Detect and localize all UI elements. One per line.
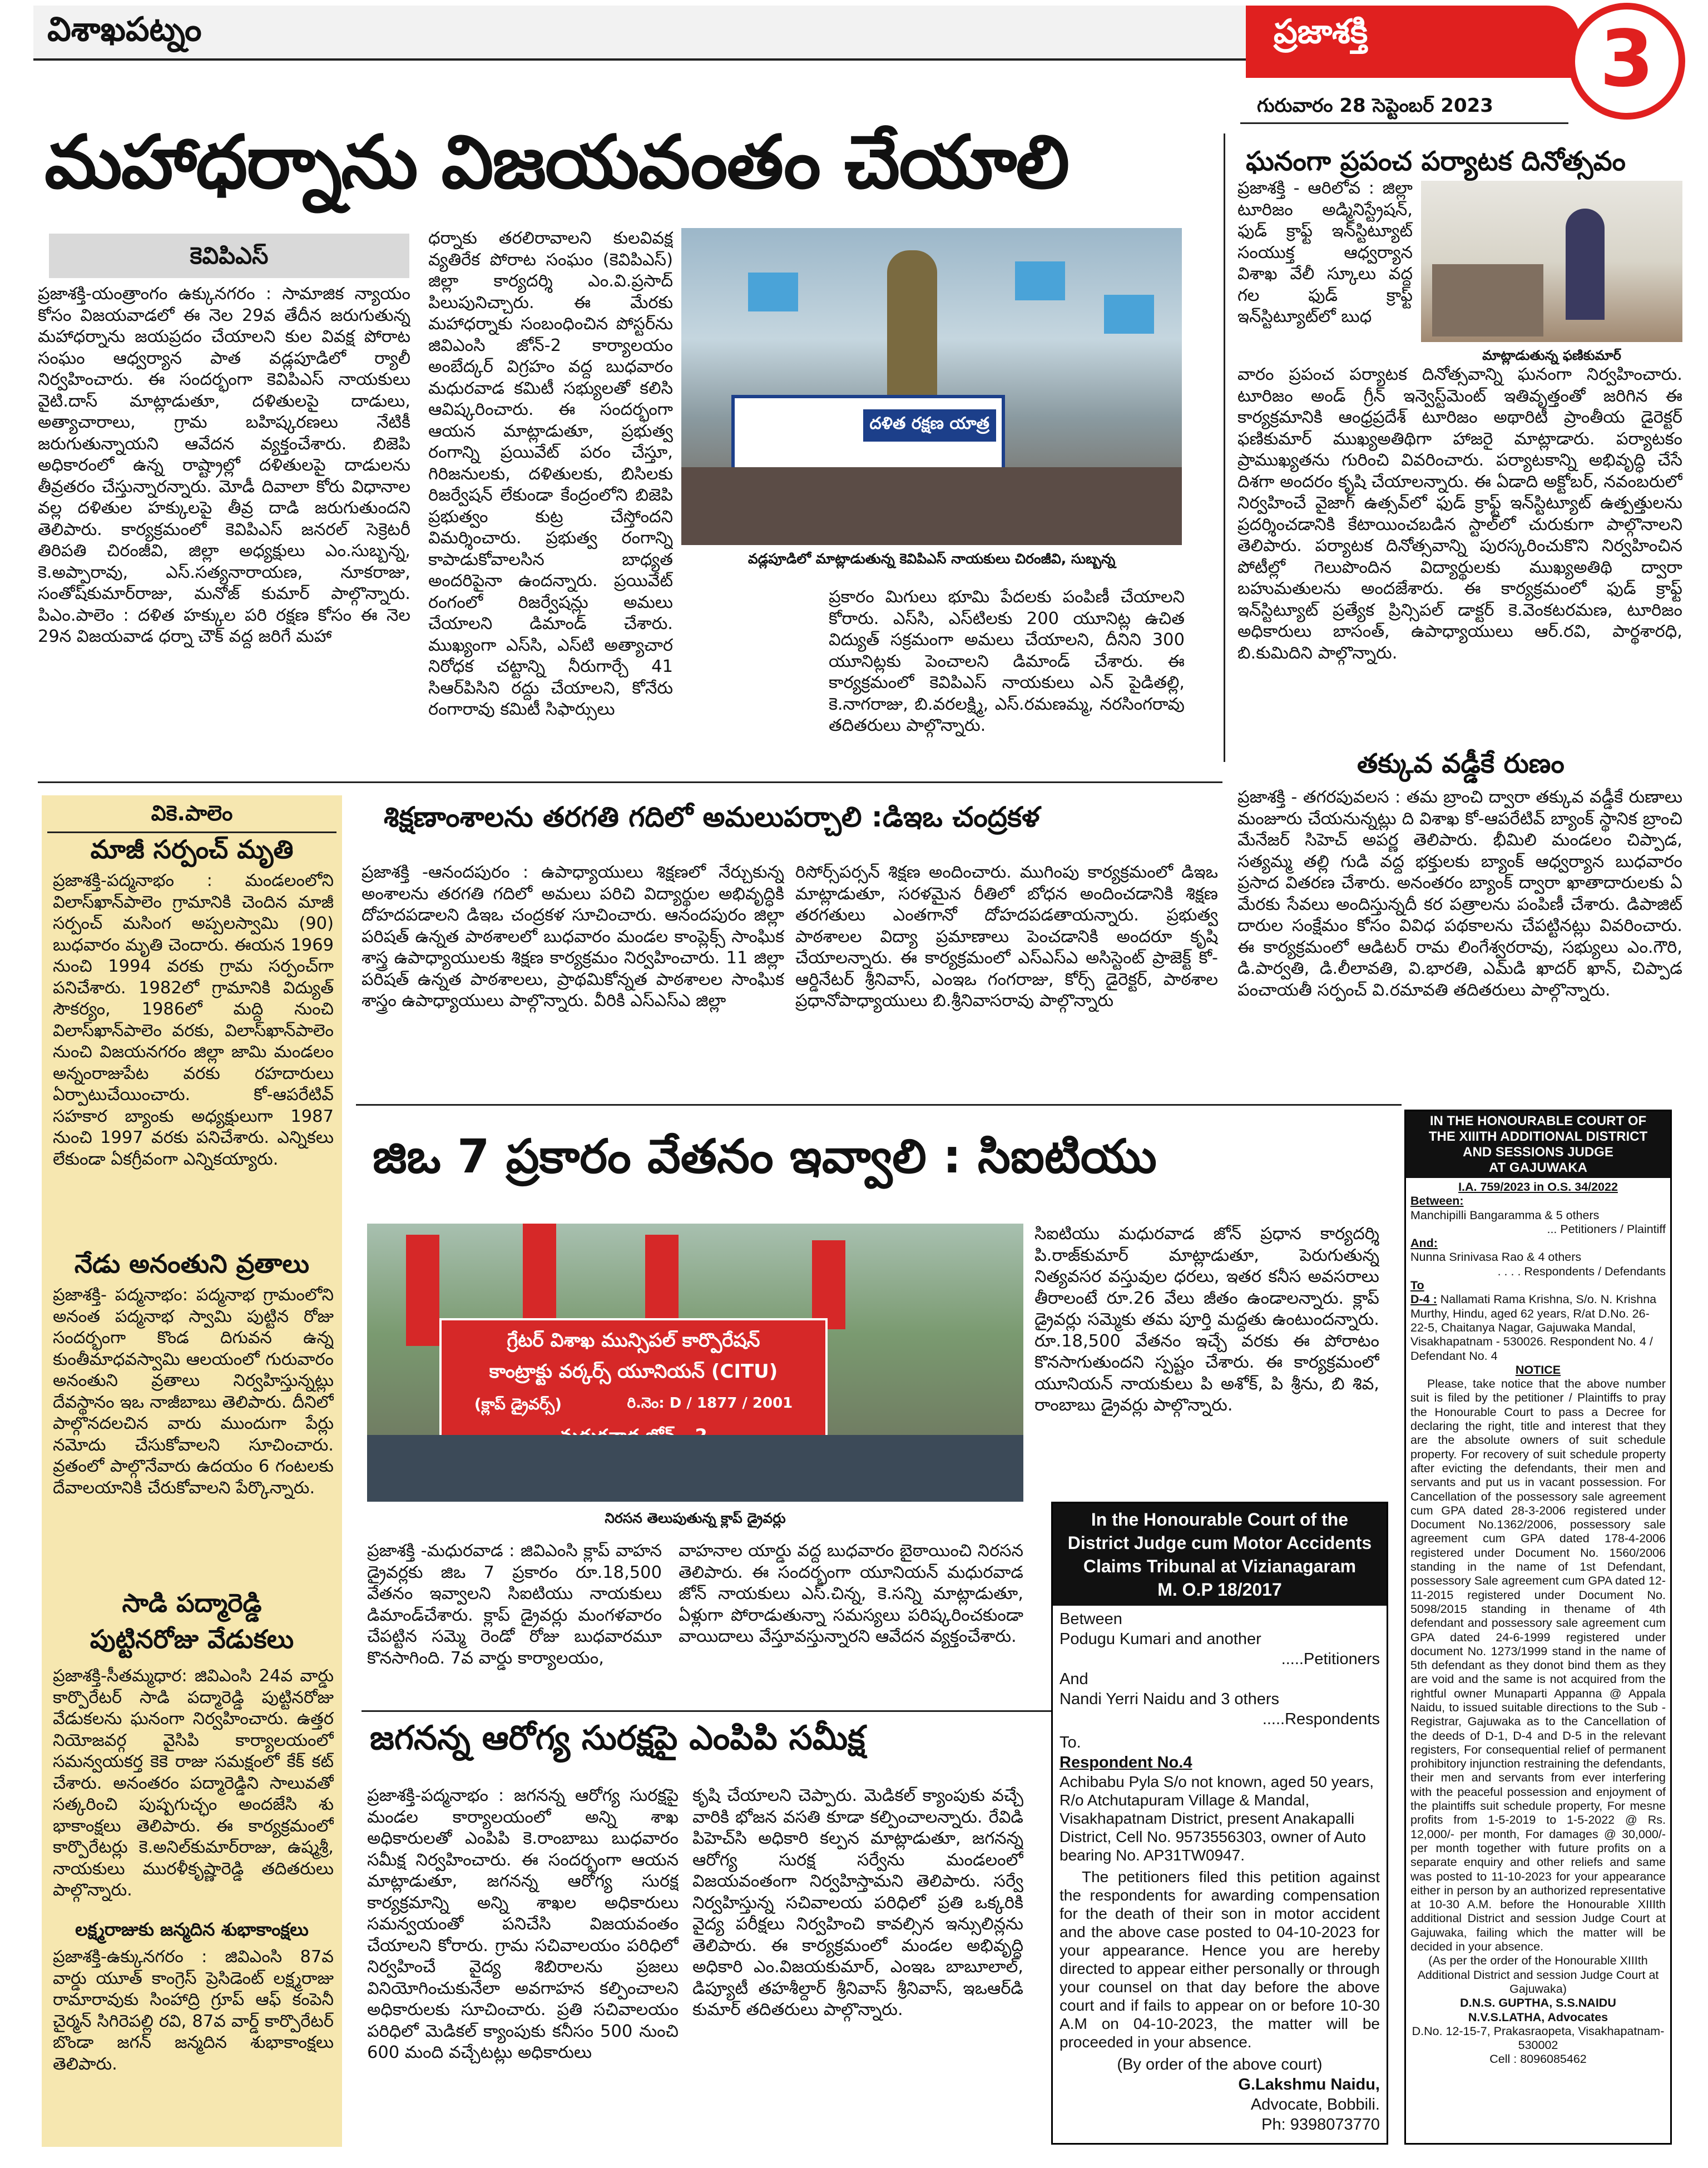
flag-shape xyxy=(406,1235,439,1346)
education-col1: ప్రజాశక్తి -ఆనందపురం : ఉపాధ్యాయులు శిక్షణలో నేర్చుకున్న అంశాలను తరగతి గదిలో అమలు పరిచి విద్యార్థుల అభివృద్ధికి దోహదపడాలని డిఇఒ చంద్రకళ సూచించారు. ఆనందపురం జిల్లా పరిషత్ ఉన్నత పాఠశాలలో బుధవారం మండల కాంప్లెక్స్ సాంఘిక శాస్త్ర ఉపాధ్యాయులకు శిక్షణ కార్యక్రమం నిర్వహించారు. 11 జిల్లా పరిషత్ ఉన్నత పాఠశాలలు, ప్రాథమికోన్నత పాఠశాలల సాంఘిక శాస్త్రం ఉపాధ్యాయులు పాల్గొన్నారు. వీరికి ఎస్‌ఎస్‌ఎ జిల్లా xyxy=(362,863,784,1011)
tourism-photo xyxy=(1421,181,1682,342)
citu-col-right: సిఐటియు మధురవాడ జోన్ ప్రధాన కార్యదర్శి పి.రాజ్‌కుమార్ మాట్లాడుతూ, పెరుగుతున్న నిత్యవసర వస్తువుల ధరలు, ఇతర కనీస అవసరాలు తీరాలంటే రూ.26 వేలు జీతం ఉండాలన్నారు. క్లాప్ డ్రైవర్లు సమ్మెకు తమ పూర్తి మద్దతు ఉంటుందన్నారు. రూ.18,500 వేతనం ఇచ్చే వరకు ఈ పోరాటం కొనసాగుతుందని స్పష్టం చేశారు. ఈ కార్యక్రమంలో యూనియన్ నాయకులు పి అశోక్, పి శ్రీను, బి శివ, రాంబాబు డ్రైవర్లు పాల్గొన్నారు. xyxy=(1034,1224,1379,1415)
sidebar-headline-2: నేడు అనంతుని వ్రతాలు xyxy=(74,1249,310,1279)
notice-and: And: xyxy=(1410,1236,1438,1250)
banner-text: దళిత రక్షణ యాత్ర xyxy=(863,409,996,442)
notice-text: The petitioners filed this petition against the respondents for awarding compensation for the death of their son in motor accident and the above case posted to 04-10-2023 for your appearance. Hence you are hereby directed to appear either personally or through your counsel on that day before the above court and if fails to appear on or before 10-30 A.M on 04-10-2023, the matter will be proceeded in your absence. xyxy=(1060,1868,1380,2051)
page-number: 3 xyxy=(1600,14,1654,105)
sidebar-body-3: ప్రజాశక్తి-సీతమ్మధార: జివిఎంసి 24వ వార్డు కార్పొరేటర్ సాడి పద్మారెడ్డి పుట్టినరోజు వేడుకలను ఘనంగా నిర్వహించారు. ఉత్తర నియోజవర్గ వైసిపి కార్యాలయంలో సమన్వయకర్త కెకె రాజు సమక్షంలో కేక్ కట్ చేశారు. అనంతరం పద్మారెడ్డిని సాలువతో సత్కరించి పుష్పగుచ్ఛం అందజేసి శు భాకాంక్షలు తెలిపారు. ఈ కార్యక్రమంలో కార్పొరేటర్లు కె.అనిల్‌కుమార్‌రాజు, ఉష్మశ్రీ, నాయకులు మురళీకృష్ణారెడ్డి తదితరులు పాల్గొన్నారు. xyxy=(53,1666,334,1900)
main-photo-caption: వడ్లపూడిలో మాట్లాడుతున్న కెవిపిఎస్ నాయకులు చిరంజీవి, సుబ్బన్న xyxy=(747,551,1116,567)
notice-party-1-role: .....Petitioners xyxy=(1281,1650,1380,1668)
right-column-rule xyxy=(1224,133,1225,762)
notice-defendant xyxy=(1410,1293,1666,1363)
education-rule xyxy=(356,1104,1402,1106)
citu-photo-caption: నిరసన తెలుపుతున్న క్లాప్ డ్రైవర్లు xyxy=(605,1510,786,1526)
citu-col1: ప్రజాశక్తి -మధురవాడ : జివిఎంసి క్లాప్ వాహన డ్రైవర్లకు జిఒ 7 ప్రకారం రూ.18,500 వేతనం ఇవ్వాలని సిఐటియు నాయకులు డిమాండ్‌చేశారు. క్లాప్ డ్రైవర్లు మంగళవారం చేపట్టిన సమ్మె రెండో రోజు బుధవారమూ కొనసాగింది. 7వ వార్డు కార్యాలయం, xyxy=(367,1541,662,1668)
main-story-photo xyxy=(681,228,1182,545)
flag-shape xyxy=(748,273,798,311)
banner-row xyxy=(442,1395,825,1417)
notice-respondent-head: Respondent No.4 xyxy=(1060,1754,1192,1771)
notice-party-1: Manchipilli Bangaramma & 5 others xyxy=(1410,1208,1600,1222)
notice-to: To xyxy=(1410,1279,1424,1293)
notice-between: Between: xyxy=(1410,1194,1464,1208)
notice-advocate: G.Lakshmu Naidu, xyxy=(1238,2076,1380,2093)
notice-party-2-role: .....Respondents xyxy=(1262,1710,1380,1728)
tourism-body: వారం ప్రపంచ పర్యాటక దినోత్సవాన్ని ఘనంగా నిర్వహించారు. టూరిజం అండ్ గ్రీన్ ఇన్వెస్ట్‌మెంట్ ఇతివృత్తంతో జరిగిన ఈ కార్యక్రమానికి ఆంధ్రప్రదేశ్ టూరిజం అథారిటీ ప్రాంతీయ డైరెక్టర్ ఫణికుమార్ ముఖ్యఅతిథిగా హాజరై మాట్లాడారు. పర్యాటకం ప్రాముఖ్యతను గురించి వివరించారు. పర్యాటకాన్ని అభివృద్ధి చేసే దిశగా అందరం కృషి చేయాలన్నారు. ఈ ఏడాది అక్టోబర్, నవంబరులో నిర్వహించే వైజాగ్ ఉత్సవ్‌లో ఫుడ్ క్రాఫ్ట్ ఇన్‌స్టిట్యూట్ ఉత్పత్తులను ప్రదర్శించడానికి కేటాయించబడిన స్టాల్‌లో చురుకుగా పాల్గొనాలని తెలిపారు. పర్యాటక దినోత్సవాన్ని పురస్కరించుకొని నిర్వహించిన పోటీల్లో గెలుపొందిన విద్యార్థులకు ముఖ్యఅతిథి ద్వారా బహుమతులను అందజేశారు. ఈ కార్యక్రమంలో ఫుడ్ క్రాఫ్ట్ ఇన్‌స్టిట్యూట్ ప్రత్యేక ప్రిన్సిపల్ డాక్టర్ కె.వెంకటరమణ, టూరిజం అధికారులు బాసంత్, ఉపాధ్యాయులు ఆర్.రవి, పార్థశారధి, బి.కుమిదిని పాల్గొన్నారు. xyxy=(1237,365,1682,663)
sidebar-body-1: ప్రజాశక్తి-పద్మనాభం : మండలంలోని విలాస్‌ఖాన్‌పాలెం గ్రామానికి చెందిన మాజీ సర్పంచ్ మసింగ అప్పలస్వామి (90) బుధవారం మృతి చెందారు. ఈయన 1969 నుంచి 1994 వరకు గ్రామ సర్పంచ్‌గా పనిచేశారు. 1982లో గ్రామానికి విద్యుత్ సౌకర్యం, 1986లో మద్ది నుంచి విలాస్‌ఖాన్‌పాలెం వరకు, విలాస్‌ఖాన్‌పాలెం నుంచి విజయనగరం జిల్లా జామి మండలం అన్నంరాజుపేట వరకు రహదారులు ఏర్పాటుచేయించారు. కో-ఆపరేటివ్ సహకార బ్యాంకు అధ్యక్షులుగా 1987 నుంచి 1997 వరకు పనిచేశారు. ఎన్నికలు లేకుండా ఏకగ్రీవంగా ఎన్నికయ్యారు. xyxy=(53,871,334,1169)
notice-case-number: M. O.P 18/2017 xyxy=(1157,1580,1282,1600)
flag-shape xyxy=(812,1240,845,1329)
flag-shape xyxy=(523,1224,556,1324)
notice-head-line: AND SESSIONS JUDGE xyxy=(1463,1145,1613,1160)
notice-and: And xyxy=(1060,1670,1088,1688)
notice-head-line: District Judge cum Motor Accidents xyxy=(1067,1533,1372,1553)
paper-name: ప్రజాశక్తి xyxy=(1274,12,1368,51)
citu-col2: వాహనాల యార్డు వద్ద బుధవారం బైఠాయించి నిరసన తెలిపారు. ఈ సందర్భంగా యూనియన్ మధురవాడ జోన్ నాయకులు ఎస్.చిన్న, కె.సన్ని మాట్లాడుతూ, ఏళ్లుగా పోరాడుతున్నా సమస్యలు పరిష్కరించకుండా వాయిదాలు వేస్తూవస్తున్నారని ఆవేదన వ్యక్తంచేశారు. xyxy=(679,1541,1023,1646)
speaker-shape xyxy=(1566,209,1605,320)
education-headline: శిక్షణాంశాలను తరగతి గదిలో అమలుపర్చాలి :డిఇఒ చంద్రకళ xyxy=(384,801,1040,833)
sidebar-headline-3b: పుట్టినరోజు వేడుకలు xyxy=(90,1624,294,1654)
flag-shape xyxy=(645,1235,679,1329)
sidebar-body-4: ప్రజాశక్తి-ఉక్కునగరం : జివిఎంసి 87వ వార్డు యూత్ కాంగ్రెస్ ప్రెసిడెంట్ లక్ష్మరాజు రామారావుకు సింహాద్రి గ్రూప్ ఆఫ్ కంపెనీ చైర్మన్ సిగిరెపల్లి రవి, 87వ వార్డ్ కార్పొరేటర్ బొండా జగన్ జన్మదిన శుభాకాంక్షలు తెలిపారు. xyxy=(53,1947,334,2074)
notice-to: To. xyxy=(1060,1734,1081,1751)
notice-defendant-text: Nallamati Rama Krishna, S/o. N. Krishna Murthy, Hindu, aged 62 years, R/at D.No. 26-22-5, Chaitanya Nagar, Gajuwaka Mandal, Visakhapatnam - 530026. Respondent No. 4 / Defendant No. 4 xyxy=(1410,1293,1657,1363)
notice-phone: Ph: 9398073770 xyxy=(1261,2116,1380,2134)
loan-headline: తక్కువ వడ్డీకే రుణం xyxy=(1357,748,1565,779)
tourism-headline: ఘనంగా ప్రపంచ పర్యాటక దినోత్సవం xyxy=(1246,146,1626,177)
date-rule xyxy=(1240,122,1568,124)
notice-header xyxy=(1406,1111,1670,1178)
masthead-bar xyxy=(33,6,1246,61)
section-city: విశాఖపట్నం xyxy=(47,10,202,49)
notice-party-2-role: . . . . Respondents / Defendants xyxy=(1497,1264,1666,1278)
citu-headline: జిఒ 7 ప్రకారం వేతనం ఇవ్వాలి : సిఐటియు xyxy=(373,1129,1157,1184)
notice-defendant-head: D-4 : xyxy=(1410,1293,1437,1306)
notice-case-number: I.A. 759/2023 in O.S. 34/2022 xyxy=(1458,1180,1618,1194)
crowd-shape xyxy=(681,467,1182,545)
section-rule xyxy=(38,781,1222,783)
notice-advocates-2: N.V.S.LATHA, Advocates xyxy=(1468,2010,1608,2024)
notice-party-1: Podugu Kumari and another xyxy=(1060,1630,1261,1648)
citu-rule xyxy=(362,1710,1051,1712)
main-kicker: కెవిపిఎస్ xyxy=(49,234,409,278)
notice-head-line: IN THE HONOURABLE COURT OF xyxy=(1429,1113,1647,1128)
notice-order: (As per the order of the Honourable XIIIth Additional District and session Judge Court at Gajuwaka) xyxy=(1417,1954,1659,1996)
notice-head-line: AT GAJUWAKA xyxy=(1489,1160,1587,1175)
notice-party-1-role: ... Petitioners / Plaintiff xyxy=(1547,1222,1666,1236)
notice-title: NOTICE xyxy=(1515,1363,1561,1377)
page-number-badge xyxy=(1568,3,1685,120)
flag-shape xyxy=(1015,261,1065,300)
education-col2: రిసోర్స్‌పర్సన్ శిక్షణ అందించారు. ముగింపు కార్యక్రమంలో డిఇఒ మాట్లాడుతూ, సరళమైన రీతిలో బోధన అందించడానికి శిక్షణ తరగతులు ఎంతగానో దోహదపడతాయన్నారు. ప్రభుత్వ పాఠశాలల విద్యా ప్రమాణాలు పెంచడానికి అందరూ కృషి చేయాలన్నారు. ఈ కార్యక్రమంలో ఎస్‌ఎస్‌ఎ అసిస్టెంట్ ప్రాజెక్ట్ కో-ఆర్డినేటర్ శ్రీనివాస్, ఎంఇఒ గంగరాజు, కోర్స్ డైరెక్టర్, పాఠశాల ప్రధానోపాధ్యాయులు బి.శ్రీనివాసరావు పాల్గొన్నారు xyxy=(795,863,1218,1011)
notice-head-line: In the Honourable Court of the xyxy=(1091,1509,1349,1530)
notice-header xyxy=(1053,1503,1387,1606)
main-story-col1: ప్రజాశక్తి-యంత్రాంగం ఉక్కునగరం : సామాజిక న్యాయం కోసం విజయవాడలో ఈ నెల 29వ తేదీన జరుగుతున్న మహాధర్నాను జయప్రదం చేయాలని కుల వివక్ష పోరాట సంఘం ఆధ్వర్యాన పాత వడ్లపూడిలో ర్యాలీ నిర్వహించారు. ఈ సందర్భంగా కెవిపిఎస్ నాయకులు వైటి.దాస్ మాట్లాడుతూ, దళితులపై దాడులు, అత్యాచారాలు, గ్రామ బహిష్కరణలు నేటికీ జరుగుతున్నాయని ఆవేదన వ్యక్తంచేశారు. బిజెపి అధికారంలో ఉన్న రాష్ట్రాల్లో దళితులపై దాడులను తీవ్రతరం చేస్తున్నారన్నారు. మోడీ దివాలా కోరు విధానాల వల్ల దళితుల హక్కులపై తీవ్ర దాడి జరుగుతుందని తెలిపారు. కార్యక్రమంలో కెవిపిఎస్ జనరల్ సెక్రెటరీ తిరిపతి చిరంజీవి, జిల్లా అధ్యక్షులు ఎం.సుబ్బన్న, కె.అప్పారావు, ఎస్.సత్యనారాయణ, నూకరాజు, సంతోష్‌కుమార్‌రాజు, మనోజ్ కుమార్ పాల్గొన్నారు. పిఎం.పాలెం : దళిత హక్కుల పరి రక్షణ కోసం ఈ నెల 29న విజయవాడ ధర్నా చౌక్ వద్ద జరిగే మహా xyxy=(38,284,410,646)
flag-shape xyxy=(1104,295,1154,334)
statue-shape xyxy=(887,250,937,417)
notice-head-line: THE XIIITH ADDITIONAL DISTRICT xyxy=(1428,1129,1648,1144)
loan-body: ప్రజాశక్తి - తగరపువలస : తమ బ్రాంచి ద్వారా తక్కువ వడ్డీకే రుణాలు మంజూరు చేయనున్నట్లు ది విశాఖ కో-ఆపరేటివ్ బ్యాంక్ స్థానిక బ్రాంచి మేనేజర్ సిహెచ్ అపర్ణ తెలిపారు. భీమిలి మండలం చిప్పాడ, సత్యమ్మ తల్లి గుడి వద్ద భక్తులకు బ్యాంక్ ఆధ్వర్యాన బుధవారం ప్రసాద వితరణ చేశారు. అనంతరం బ్యాంక్ ద్వారా ఖాతాదారులకు ఏ మేరకు సేవలు అందిస్తున్నదీ కర పత్రాలను పంపిణీ చేశారు. డిపాజిట్ దారుల సంక్షేమం కోసం వివిధ పథకాలను చేపట్టినట్లు వివరించారు. ఈ కార్యక్రమంలో ఆడిటర్ రామ లింగేశ్వరరావు, సభ్యులు ఎం.గౌరి, డి.పార్వతి, డి.లీలావతి, వి.భారతి, ఎమ్‌డి ఖాదర్ ఖాన్, చిప్పాడ పంచాయతీ సర్పంచ్ వి.రమావతి తదితరులు పాల్గొన్నారు. xyxy=(1237,788,1682,1000)
health-col1: ప్రజాశక్తి-పద్మనాభం : జగనన్న ఆరోగ్య సురక్షపై మండల కార్యాలయంలో అన్ని శాఖ అధికారులతో ఎంపిపి కె.రాంబాబు బుధవారం సమీక్ష నిర్వహించారు. ఈ సందర్భంగా ఆయన మాట్లాడుతూ, జగనన్న ఆరోగ్య సురక్ష కార్యక్రమాన్ని అన్ని శాఖల అధికారులు సమన్వయంతో పనిచేసి విజయవంతం చేయాలని కోరారు. గ్రామ సచివాలయం పరిధిలో నిర్వహించే వైద్య శిబిరాలను ప్రజలు వినియోగించుకునేలా అవగాహన కల్పించాలని అధికారులకు సూచించారు. ప్రతి సచివాలయం పరిధిలో మెడికల్ క్యాంపుకు కనీసం 500 నుంచి 600 మంది వచ్చేటట్లు అధికారులు xyxy=(367,1786,679,2062)
health-col2: కృషి చేయాలని చెప్పారు. మెడికల్ క్యాంపుకు వచ్చే వారికి భోజన వసతి కూడా కల్పించాలన్నారు. రేవిడి పిహెచ్‌సి అధికారి కల్పన మాట్లాడుతూ, జగనన్న ఆరోగ్య సురక్ష సర్వేను మండలంలో విజయవంతంగా నిర్వహిస్తామని తెలిపారు. సర్వే నిర్వహిస్తున్న సచివాలయ పరిధిలో ప్రతి ఒక్కరికి వైద్య పరీక్షలు నిర్వహించి కావల్సిన ఇన్సులిన్లను తెలిపారు. ఈ కార్యక్రమంలో మండల అభివృద్ధి అధికారి ఎం.విజయకుమార్, ఎంఇఒ బాబూలాల్, డిప్యూటీ తహశీల్దార్ శ్రీనివాస్ శ్రీనివాస్, ఇఒఆర్‌డి కుమార్ తదితరులు పాల్గొన్నారు. xyxy=(692,1786,1023,2019)
notice-between: Between xyxy=(1060,1610,1122,1628)
audience-shape xyxy=(1432,264,1543,336)
notice-order: (By order of the above court) xyxy=(1117,2056,1323,2073)
notice-body xyxy=(1053,1606,1387,2138)
main-story-col3: ప్రకారం మిగులు భూమి పేదలకు పంపిణీ చేయాలని కోరారు. ఎస్‌సి, ఎస్‌టిలకు 200 యూనిట్ల ఉచిత విద్యుత్ సక్రమంగా అమలు చేయాలని, దీనిని 300 యూనిట్లకు పెంచాలని డిమాండ్ చేశారు. ఈ కార్యక్రమంలో కెవిపిఎస్ నాయకులు ఎన్ పైడితల్లి, కె.నాగరాజు, బి.వరలక్ష్మి, ఎస్.రమణమ్మ, నరసింగరావు తదితరులు పాల్గొన్నారు. xyxy=(829,587,1185,735)
notice-advocates: D.N.S. GUPTHA, S.S.NAIDU xyxy=(1460,1996,1616,2010)
banner-line-2: కాంట్రాక్టు వర్కర్స్ యూనియన్ (CITU) xyxy=(489,1360,778,1383)
notice-advocate-place: Advocate, Bobbili. xyxy=(1250,2096,1380,2113)
notice-body xyxy=(1406,1178,1670,2069)
notice-address: D.No. 12-15-7, Prakasraopeta, Visakhapatnam-530002 xyxy=(1412,2024,1665,2052)
notice-party-2: Nunna Srinivasa Rao & 4 others xyxy=(1410,1250,1582,1264)
sidebar-headline-1: మాజీ సర్పంచ్ మృతి xyxy=(90,834,294,864)
sidebar-body-2: ప్రజాశక్తి- పద్మనాభం: పద్మనాభ గ్రామంలోని అనంత పద్మనాభ స్వామి పుట్టిన రోజు సందర్భంగా కొండ దిగువన ఉన్న కుంతీమాధవస్వామి ఆలయంలో గురువారం అనంతుని వ్రతాలు నిర్వహిస్తున్నట్లు దేవస్థానం ఇఒ నాజీబాబు తెలిపారు. దీనిలో పాల్గొనదలచిన వారు ముందుగా పేర్లు నమోదు చేసుకోవాలని సూచించారు. వ్రతంలో పాల్గొనేవారు ఉదయం 6 గంటలకు దేవాలయానికి చేరుకోవాలని పేర్కొన్నారు. xyxy=(53,1285,334,1498)
issue-date: గురువారం 28 సెప్టెంబర్ 2023 xyxy=(1257,95,1493,117)
health-headline: జగనన్న ఆరోగ్య సురక్షపై ఎంపిపి సమీక్ష xyxy=(370,1719,865,1758)
sidebar-headline-3: సాడి పద్మారెడ్డి xyxy=(122,1588,262,1618)
sidebar-rule xyxy=(47,831,336,833)
banner-line-3: (క్లాప్ డ్రైవర్స్) xyxy=(474,1395,562,1413)
legal-notice-vizianagaram xyxy=(1051,1502,1388,2145)
banner-reg-number: రి.నెం: D / 1877 / 2001 xyxy=(627,1395,793,1412)
notice-respondent-text: Achibabu Pyla S/o not known, aged 50 years, R/o Atchutapuram Village & Mandal, Visakhapatnam District, present Anakapalli District, Cell No. 9573556303, owner of Auto bearing No. AP31TW0947. xyxy=(1060,1773,1374,1864)
crowd-shape xyxy=(367,1435,1023,1502)
sidebar-section-label: వికె.పాలెం xyxy=(151,801,233,825)
notice-party-2: Nandi Yerri Naidu and 3 others xyxy=(1060,1690,1279,1708)
tourism-photo-caption: మాట్లాడుతున్న ఫణికుమార్ xyxy=(1482,348,1621,363)
main-story-col2: ధర్నాకు తరలిరావాలని కులవివక్ష వ్యతిరేక పోరాట సంఘం (కెవిపిఎస్) జిల్లా కార్యదర్శి ఎం.వి.ప్రసాద్ పిలుపునిచ్చారు. ఈ మేరకు మహాధర్నాకు సంబంధించిన పోస్టర్‌ను జివిఎంసి జోన్-2 కార్యాలయం అంబేద్కర్ విగ్రహం వద్ద బుధవారం మధురవాడ కమిటీ సభ్యులతో కలిసి ఆవిష్కరించారు. ఈ సందర్భంగా ఆయన మాట్లాడుతూ, ప్రభుత్వ రంగాన్ని ప్రయివేట్ పరం చేస్తూ, గిరిజనులకు, దళితులకు, బిసిలకు రిజర్వేషన్ లేకుండా కేంద్రంలోని బిజెపి ప్రభుత్వం కుట్ర చేస్తోందని విమర్శించారు. ప్రభుత్వ రంగాన్ని కాపాడుకోవాలసిన బాధ్యత అందరిపైనా ఉందన్నారు. ప్రయివేట్ రంగంలో రిజర్వేషన్లు అమలు చేయాలని డిమాండ్ చేశారు. ముఖ్యంగా ఎస్‌సి, ఎస్‌టి అత్యాచార నిరోధక చట్టాన్ని నీరుగార్చే 41 సిఆర్‌పిసిని రద్దు చేయాలని, కోనేరు రంగారావు కమిటీ సిఫార్సులు xyxy=(428,229,673,719)
legal-notice-gajuwaka xyxy=(1404,1110,1672,2145)
citu-photo xyxy=(367,1224,1023,1502)
notice-head-line: Claims Tribunal at Vizianagaram xyxy=(1083,1556,1357,1576)
tourism-col-left: ప్రజాశక్తి - ఆరిలోవ : జిల్లా టూరిజం అడ్మినిస్ట్రేషన్, ఫుడ్ క్రాఫ్ట్ ఇన్‌స్టిట్యూట్ సంయుక్త ఆధ్వర్యాన విశాఖ వేలీ స్కూలు వద్ద గల ఫుడ్ క్రాఫ్ట్ ఇన్‌స్టిట్యూట్‌లో బుధ xyxy=(1237,179,1413,326)
banner-line-1: గ్రేటర్ విశాఖ మున్సిపల్ కార్పొరేషన్ xyxy=(507,1329,760,1352)
main-headline: మహాధర్నాను విజయవంతం చేయాలి xyxy=(44,120,1069,205)
sidebar-headline-4: లక్ష్మరాజుకు జన్మదిన శుభాకాంక్షలు xyxy=(75,1919,309,1940)
notice-cell: Cell : 8096085462 xyxy=(1489,2052,1587,2066)
notice-text: Please, take notice that the above number suit is filed by the petitioner / Plaintiffs to pray the Honourable Court to pass a Decree for declaring the right, title and interest that they are the absolute owners of suit schedule property. For recovery of suit schedule property after evicting the defendants, their men and servants and put us in vacant possession. For Cancellation of the possessory sale agreement cum GPA dated 28-3-2006 registered under Document No.1362/2006, possessory sale agreement cum GPA dated 178-4-2006 registered under Document No. 1560/2006 standing in the name of 1st Defendant, possessory Sale agreement cum GPA dated 12-11-2015 registered under Document No. 5098/2015 standing in thename of 4th defendant and possessory sale agreement cum GPA dated 24-6-1999 registered under document No. 1273/1999 stand in the name of 5th defendant as they donot bind them as they are void and the same is not acquired from the rightful owner Munaparti Appanna @ Appala Naidu, to issued suitable directions to the Sub - Registrar, Gajuwaka as to the Cancellation of the deeds of D-1, D-4 and D-5 in the relevant registers, For consequential relief of permanent prohibitory injunction restraining the defendants, their men and servants from ever interfering with the peaceful possession and enjoyment of the plaintiffs suit schedule property, For mesne profits from 1-5-2019 to 1-5-2022 @ Rs. 12,000/- per month, For damages @ 30,000/- per month together with future profits on a separate enquiry and other reliefs and same was posted to 11-10-2023 for your appearance either in person by an authorized representative at 10-30 A.M. before the Honourable XIIIth additional District and session Judge Court at Gajuwaka, failing which the matter will be decided in your absence. xyxy=(1410,1377,1666,1954)
